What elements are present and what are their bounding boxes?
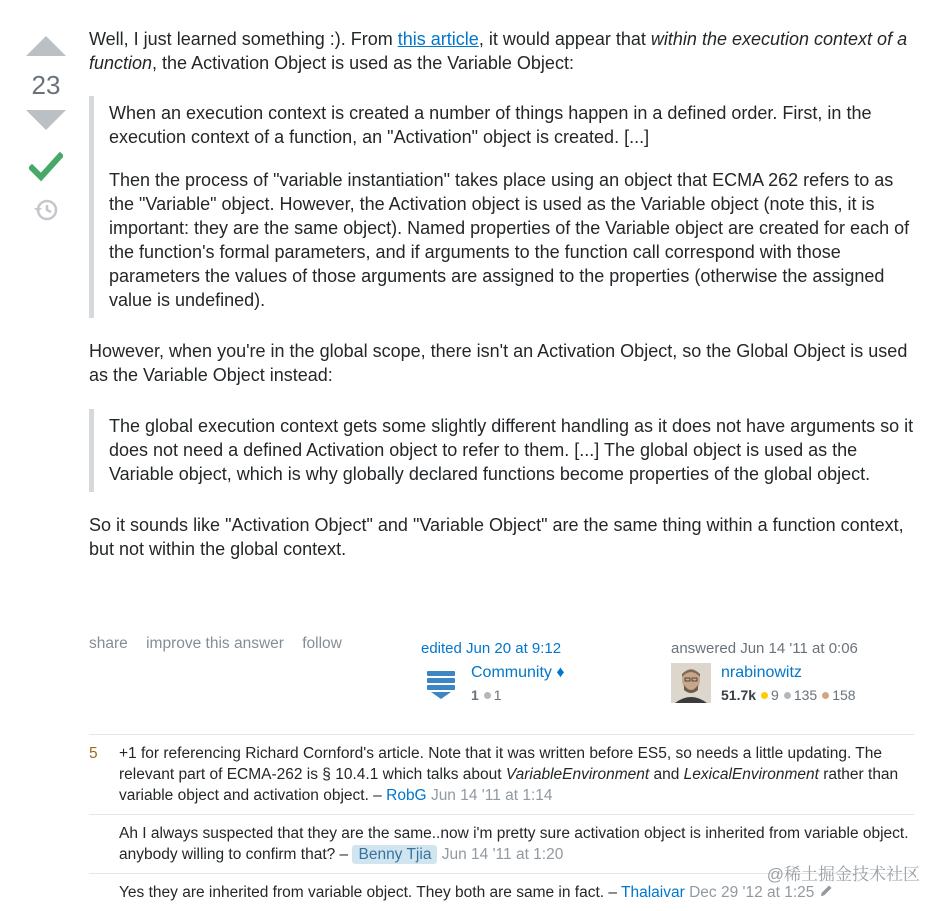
silver-badge-icon [784, 692, 791, 699]
intro-text-mid: , it would appear that [478, 29, 651, 49]
gold-badge-count: 9 [771, 687, 779, 703]
comment-date: Jun 14 '11 at 1:20 [441, 846, 564, 863]
answered-timestamp: answered Jun 14 '11 at 0:06 [671, 640, 858, 657]
comment-emphasis: VariableEnvironment [505, 766, 650, 783]
author-username[interactable]: nrabinowitz [721, 664, 802, 681]
blockquote-global [89, 409, 914, 492]
reputation-score: 1 [471, 687, 479, 703]
silver-badge-count: 135 [793, 687, 818, 703]
blockquote-activation [89, 96, 914, 318]
vote-count: 23 [31, 70, 61, 100]
edit-pencil-icon [819, 884, 833, 898]
comment-user-link[interactable]: Benny Tjia [352, 845, 437, 864]
comment-item [89, 735, 914, 815]
gold-badge-icon [761, 692, 768, 699]
intro-emphasis: within the execution context of a function [89, 29, 908, 73]
edited-signature [421, 640, 641, 705]
answered-signature [671, 640, 901, 705]
follow-link[interactable]: follow [302, 635, 342, 652]
comment-text: Ah I always suspected that they are the same..now i'm pretty sure activation object is inherited from variable object. anybody willing to confirm that? – [119, 825, 909, 863]
comment-text: rather than variable object and activation object. – [119, 766, 899, 804]
intro-paragraph [89, 27, 914, 75]
quote-paragraph: The global execution context gets some slightly different handling as it does not have arguments so it does not need a defined Activation object to refer to them. [...] The global object is used as the Variable object, which is why globally declared functions become properties of the global object. [109, 416, 914, 484]
bronze-badge-icon [484, 692, 491, 699]
quote-paragraph: Then the process of "variable instantiation" takes place using an object that ECMA 262 refers to as the "Variable" object. However, the Activation object is used as the Variable object (note this, it is important: they are the same object). Named properties of the Variable object are created for each of the function's formal parameters, and if arguments to the function call correspond with those parameters the values of those arguments are assigned to the properties (otherwise the assigned value is undefined). [109, 170, 910, 310]
reputation-score: 51.7k [721, 687, 757, 703]
comment-body [119, 823, 914, 865]
comment-text: +1 for referencing Richard Cornford's article. Note that it was written before ES5, so needs a little updating. The relevant part of ECMA-262 is § 10.4.1 which talks about [119, 745, 883, 783]
quote-paragraph: When an execution context is created a number of things happen in a defined order. First, in the execution context of a function, an "Activation" object is created. [...] [109, 103, 872, 147]
community-avatar-icon [421, 663, 461, 703]
comment-date: Dec 29 '12 at 1:25 [689, 884, 815, 901]
author-card [671, 663, 901, 705]
comment-text: Yes they are inherited from variable object. They both are same in fact. – [119, 884, 622, 901]
comment-user-link[interactable]: RobG [386, 787, 427, 804]
improve-answer-link[interactable]: improve this answer [146, 635, 284, 652]
answer-body [89, 27, 914, 561]
comment-user-link[interactable]: Thalaivar [621, 884, 685, 901]
accepted-checkmark-icon [29, 152, 63, 182]
author-avatar[interactable] [671, 663, 711, 703]
author-reputation [721, 685, 856, 705]
edited-timestamp-link[interactable]: edited Jun 20 at 9:12 [421, 640, 562, 657]
watermark-text: @稀土掘金技术社区 [766, 865, 920, 884]
conclusion-paragraph: So it sounds like "Activation Object" and "Variable Object" are the same thing within a function context, but not within the global context. [89, 515, 904, 559]
global-scope-paragraph: However, when you're in the global scope, there isn't an Activation Object, so the Global Object is used as the Variable Object instead: [89, 341, 908, 385]
share-link[interactable]: share [89, 635, 128, 652]
comment-body [119, 882, 914, 903]
intro-text-post: , the Activation Object is used as the Variable Object: [152, 53, 574, 73]
comment-body [119, 743, 914, 806]
intro-text: Well, I just learned something :). From [89, 29, 398, 49]
bronze-badge-icon [822, 692, 829, 699]
history-icon[interactable] [33, 198, 59, 222]
comment-score: 5 [89, 745, 98, 762]
vote-cell [22, 36, 70, 222]
comment-text: and [649, 766, 684, 783]
comment-date: Jun 14 '11 at 1:14 [430, 787, 553, 804]
article-link[interactable]: this article [397, 29, 479, 49]
post-menu [89, 635, 356, 653]
editor-card [421, 663, 641, 705]
editor-reputation [471, 685, 565, 705]
bronze-badge-count: 158 [832, 687, 856, 703]
comment-score [89, 823, 119, 865]
downvote-arrow-icon[interactable] [26, 110, 66, 130]
editor-username[interactable]: Community ♦ [471, 664, 565, 681]
comment-score [89, 882, 119, 903]
upvote-arrow-icon[interactable] [26, 36, 66, 56]
comment-emphasis: LexicalEnvironment [683, 766, 819, 783]
badge-count: 1 [493, 687, 502, 703]
